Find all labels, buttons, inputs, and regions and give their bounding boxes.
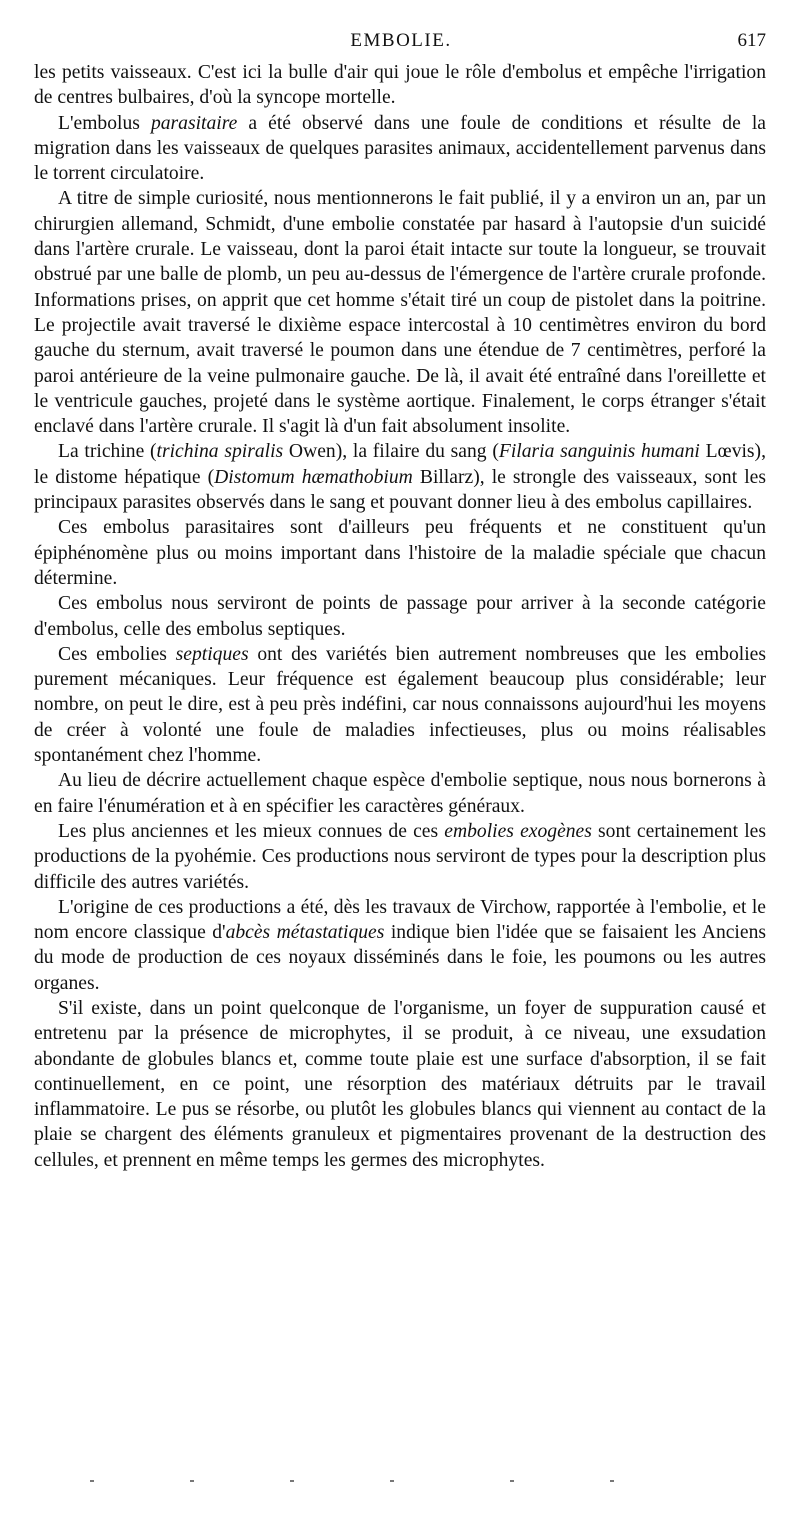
running-header	[36, 30, 766, 54]
paragraph	[34, 515, 766, 591]
text-run: L'embolus	[58, 112, 151, 134]
paragraph	[34, 111, 766, 187]
paragraph	[34, 591, 766, 642]
italic-term: embolies exogènes	[444, 820, 592, 842]
paragraph	[34, 768, 766, 819]
text-run: Ces embolus nous serviront de points de passage pour arriver à la seconde catégorie d'embolus, celle des embolus septiques.	[34, 593, 766, 640]
text-run: Ces embolies	[58, 643, 176, 665]
text-run: Owen), la filaire du sang (	[283, 441, 499, 463]
text-run: Au lieu de décrire actuellement chaque espèce d'embolie septique, nous nous bornerons à en faire l'énumération et à en spécifier les caractères généraux.	[34, 770, 766, 817]
italic-term: abcès métastatiques	[225, 922, 385, 944]
text-run: sont certainement les productions de la pyohémie. Ces productions nous serviront de types pour la description plus difficile des autres variétés.	[34, 820, 766, 893]
paragraph	[34, 642, 766, 768]
paragraph	[34, 186, 766, 439]
text-run: les petits vaisseaux. C'est ici la bulle d'air qui joue le rôle d'embolus et empêche l'irrigation de centres bulbaires, d'où la syncope mortelle.	[34, 62, 766, 109]
body-text	[34, 60, 766, 1173]
paragraph	[34, 439, 766, 515]
italic-term: parasitaire	[150, 112, 238, 134]
text-run: Ces embolus parasitaires sont d'ailleurs peu fréquents et ne constituent qu'un épiphénomène plus ou moins important dans l'histoire de la maladie spéciale que chacun détermine.	[34, 517, 766, 589]
text-run: indique bien l'idée que se faisaient les Anciens du mode de production de ces noyaux disséminés dans le foie, les poumons ou les autres organes.	[34, 922, 766, 994]
italic-term: Distomum hæmathobium	[214, 466, 413, 488]
text-run: La trichine (	[58, 441, 157, 463]
text-run: a été observé dans une foule de conditions et résulte de la migration dans les vaisseaux de quelques parasites animaux, accidentellement parvenus dans le torrent circulatoire.	[34, 112, 766, 185]
paragraph	[34, 60, 766, 111]
text-run: S'il existe, dans un point quelconque de l'organisme, un foyer de suppuration causé et entretenu par la présence de microphytes, il se produit, à ce niveau, une exsudation abondante de globules blancs et, comme toute plaie est une surface d'absorption, il se fait continuellement, en ce point, une résorption des matériaux détruits par le travail inflammatoire. Le pus se résorbe, ou plutôt les globules blancs qui viennent au contact de la plaie se chargent des éléments granuleux et pigmentaires provenant de la destruction des cellules, et prennent en même temps les germes des microphytes.	[34, 997, 766, 1171]
running-title: EMBOLIE.	[350, 30, 452, 51]
italic-term: septiques	[175, 643, 249, 665]
paragraph	[34, 819, 766, 895]
paragraph	[34, 996, 766, 1173]
text-run: L'origine de ces productions a été, dès les travaux de Virchow, rapportée à l'embolie, et le nom encore classique d'	[34, 896, 766, 944]
text-run: Lœvis), le distome hépatique (	[34, 441, 766, 488]
italic-term: trichina spiralis	[156, 441, 284, 463]
text-run: Billarz), le strongle des vaisseaux, sont les principaux parasites observés dans le sang et pouvant donner lieu à des embolus capillaires.	[34, 466, 767, 514]
page-number: 617	[737, 30, 766, 51]
italic-term: Filaria sanguinis humani	[498, 441, 700, 463]
text-run: A titre de simple curiosité, nous mentionnerons le fait publié, il y a environ un an, par un chirurgien allemand, Schmidt, d'une embolie constatée par hasard à l'autopsie d'un suicidé dans l'artère crurale. Le vaisseau, dont la paroi était intacte sur toute la longueur, se trouvait obstrué par une balle de plomb, un peu au-dessus de l'émergence de l'artère crurale profonde. Informations prises, on apprit que cet homme s'était tiré un coup de pistolet dans la poitrine. Le projectile avait traversé le dixième espace intercostal à 10 centimètres environ du bord gauche du sternum, avait traversé le poumon dans une étendue de 7 centimètres, perforé la paroi antérieure de la veine pulmonaire gauche. De là, il avait été entraîné dans l'oreillette et le ventricule gauches, projeté dans le système aortique. Finalement, le corps étranger s'était enclavé dans l'artère crurale. Il s'agit là d'un fait absolument insolite.	[34, 188, 766, 438]
paragraph	[34, 895, 766, 996]
text-run: Les plus anciennes et les mieux connues de ces	[58, 820, 445, 842]
bottom-margin-specks	[90, 1480, 650, 1486]
text-run: ont des variétés bien autrement nombreuses que les embolies purement mécaniques. Leur fréquence est également beaucoup plus considérable; leur nombre, on peut le dire, est à peu près indéfini, car nous connaissons aujourd'hui les moyens de créer à volonté une foule de maladies infectieuses, plus ou moins réalisables spontanément chez l'homme.	[34, 643, 766, 767]
